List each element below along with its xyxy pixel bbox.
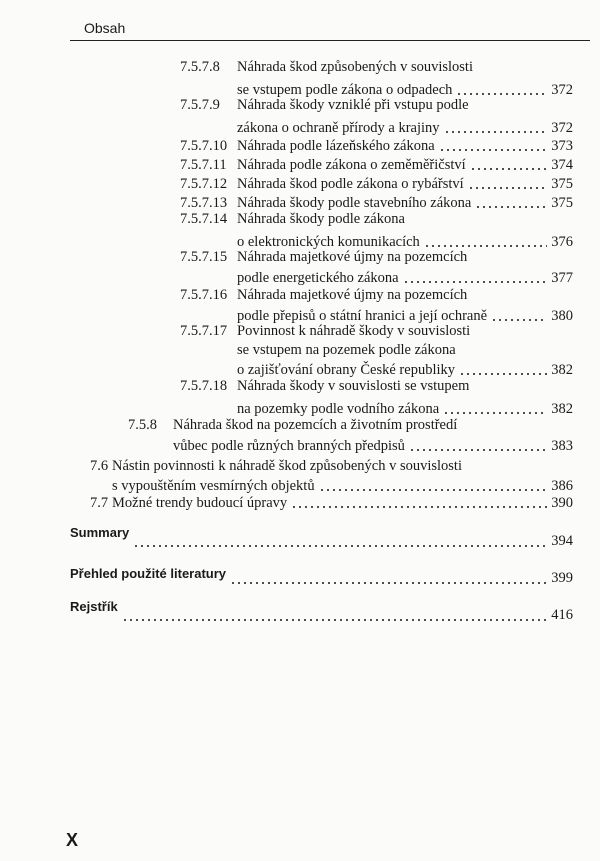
entry-title: Náhrada škod na pozemcích a životním prostředí (173, 417, 458, 433)
toc-line[interactable] (173, 416, 457, 434)
toc-line[interactable] (237, 248, 467, 266)
entry-number: 7.5.7.12 (180, 176, 228, 192)
entry-title: podle energetického zákona (237, 270, 399, 286)
dot-leader (443, 412, 547, 414)
toc-line[interactable] (70, 599, 573, 623)
page-number-ref: 372 (551, 120, 573, 136)
toc-line[interactable] (237, 210, 405, 228)
entry-title: Náhrada škod způsobených v souvislosti (237, 59, 473, 75)
page-number-ref: 373 (551, 138, 573, 154)
page-number-ref: 416 (551, 607, 573, 623)
toc-line[interactable] (70, 525, 573, 549)
entry-title: Náhrada podle lázeňského zákona (237, 138, 435, 154)
entry-title: podle přepisů o státní hranici a její ochraně (237, 308, 488, 324)
page-number-ref: 399 (551, 570, 573, 586)
entry-number: 7.5.7.14 (180, 211, 228, 227)
entry-title: na pozemky podle vodního zákona (237, 401, 440, 417)
dot-leader (319, 489, 548, 491)
toc-line[interactable] (112, 477, 573, 495)
entry-number: 7.5.7.10 (180, 138, 228, 154)
dot-leader (468, 187, 548, 189)
entry-title: zákona o ochraně přírody a krajiny (237, 120, 440, 136)
entry-title: Náhrada škod podle zákona o rybářství (237, 176, 464, 192)
entry-title: se vstupem na pozemek podle zákona (237, 342, 456, 358)
toc-line[interactable] (237, 156, 573, 174)
entry-title: o zajišťování obrany České republiky (237, 362, 456, 378)
entry-title: Náhrada škody vzniklé při vstupu podle (237, 97, 469, 113)
toc-line[interactable] (237, 119, 573, 137)
entry-title: Rejstřík (70, 599, 118, 614)
page-number-ref: 382 (551, 362, 573, 378)
page-number-ref: 377 (551, 270, 573, 286)
dot-leader (409, 449, 547, 451)
page-number-ref: 375 (551, 176, 573, 192)
entry-title: Náhrada podle zákona o zeměměřičství (237, 157, 466, 173)
toc-line[interactable] (70, 566, 573, 584)
entry-title: Nástin povinnosti k náhradě škod způsobených v souvislosti (112, 458, 462, 474)
dot-leader (122, 619, 548, 621)
toc-line[interactable] (237, 96, 469, 114)
page-number-ref: 372 (551, 82, 573, 98)
entry-title: Přehled použité literatury (70, 566, 227, 581)
toc-line[interactable] (237, 58, 473, 76)
entry-title: Náhrada majetkové újmy na pozemcích (237, 249, 468, 265)
page-number-ref: 374 (551, 157, 573, 173)
page-number-ref: 382 (551, 401, 573, 417)
toc-line[interactable] (173, 437, 573, 455)
dot-leader (291, 506, 547, 508)
dot-leader (230, 582, 547, 584)
entry-title: Náhrada škody podle stavebního zákona (237, 195, 472, 211)
page-number-ref: 394 (551, 533, 573, 549)
toc-line[interactable] (237, 269, 573, 287)
entry-title: Náhrada škody podle zákona (237, 211, 405, 227)
toc-line[interactable] (237, 341, 456, 359)
entry-title: s vypouštěním vesmírných objektů (112, 478, 315, 494)
dot-leader (133, 545, 547, 547)
entry-title: vůbec podle různých branných předpisů (173, 438, 405, 454)
toc-line[interactable] (237, 286, 467, 304)
entry-number: 7.5.7.13 (180, 195, 228, 211)
dot-leader (491, 319, 547, 321)
entry-title: Summary (70, 525, 130, 540)
entry-title: o elektronických komunikacích (237, 234, 420, 250)
header-rule (70, 40, 590, 41)
dot-leader (444, 131, 548, 133)
entry-number: 7.5.7.15 (180, 249, 228, 265)
entry-title: se vstupem podle zákona o odpadech (237, 82, 453, 98)
dot-leader (456, 93, 547, 95)
toc-line[interactable] (112, 457, 462, 475)
entry-title: Možné trendy budoucí úpravy (112, 495, 288, 511)
dot-leader (475, 206, 547, 208)
toc-line[interactable] (237, 175, 573, 193)
running-header: Obsah (84, 20, 126, 36)
dot-leader (439, 149, 548, 151)
page-number-ref: 386 (551, 478, 573, 494)
toc-line[interactable] (112, 494, 573, 512)
dot-leader (403, 281, 548, 283)
entry-number: 7.5.7.11 (180, 157, 227, 173)
entry-number: 7.5.7.16 (180, 287, 228, 303)
entry-title: Povinnost k náhradě škody v souvislosti (237, 323, 471, 339)
page-number-ref: 390 (551, 495, 573, 511)
page-number: X (66, 830, 79, 850)
entry-number: 7.5.7.17 (180, 323, 228, 339)
dot-leader (459, 373, 547, 375)
entry-number: 7.5.7.8 (180, 59, 220, 75)
page-number-ref: 375 (551, 195, 573, 211)
dot-leader (424, 245, 547, 247)
toc-line[interactable] (237, 137, 573, 155)
entry-number: 7.5.8 (128, 417, 157, 433)
page-number-ref: 380 (551, 308, 573, 324)
toc-line[interactable] (237, 377, 469, 395)
toc-line[interactable] (237, 322, 470, 340)
entry-title: Náhrada majetkové újmy na pozemcích (237, 287, 468, 303)
page-number-ref: 383 (551, 438, 573, 454)
entry-number: 7.7 (90, 495, 109, 511)
entry-number: 7.6 (90, 458, 109, 474)
entry-number: 7.5.7.18 (180, 378, 228, 394)
entry-title: Náhrada škody v souvislosti se vstupem (237, 378, 470, 394)
dot-leader (470, 168, 548, 170)
entry-number: 7.5.7.9 (180, 97, 220, 113)
page-number-ref: 376 (551, 234, 573, 250)
